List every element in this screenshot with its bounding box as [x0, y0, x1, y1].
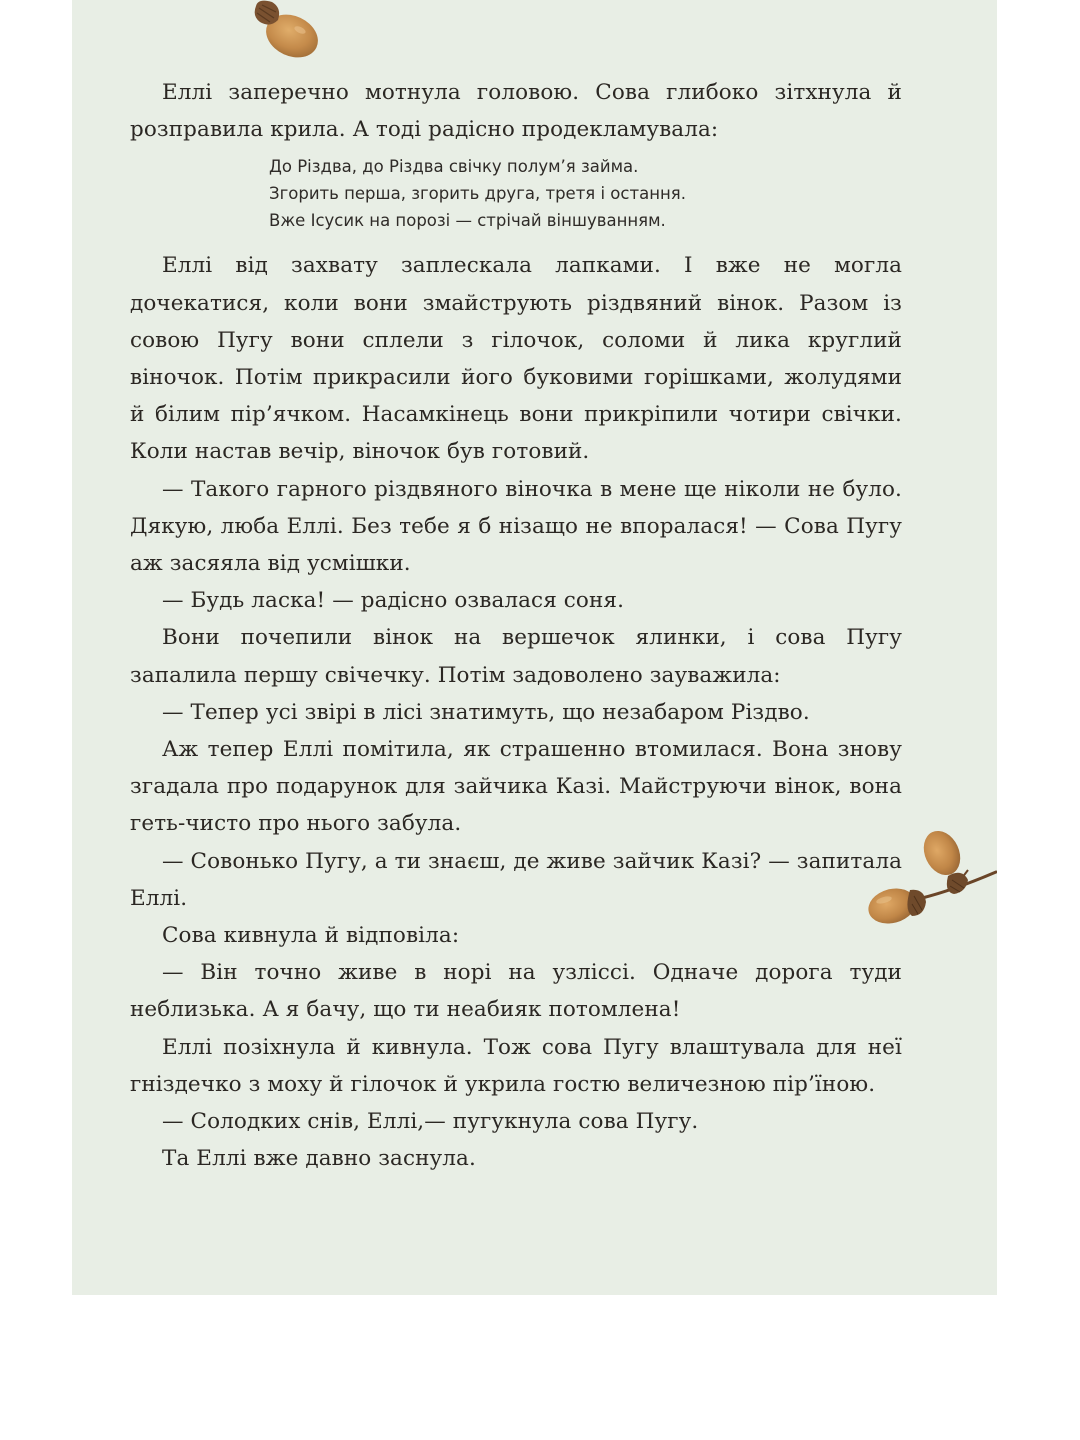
story-text	[130, 74, 902, 1177]
dialog-paragraph: — Такого гарного різдвяного віночка в мене ще ніколи не було. Дякую, люба Еллі. Без тебе я б нізащо не впоралася! — Сова Пугу аж засяяла від усмішки.	[130, 476, 902, 577]
dialog-paragraph: — Тепер усі звірі в лісі знатимуть, що незабаром Різдво.	[162, 699, 810, 725]
paragraph: Вони почепили вінок на вершечок ялинки, і сова Пугу запалила першу свічечку. Потім задоволено зауважила:	[130, 625, 902, 688]
book-page	[72, 0, 997, 1295]
acorn-icon	[248, 0, 328, 60]
poem-line: Вже Ісусик на порозі — стрічай віншуванням.	[269, 211, 666, 231]
poem-line: Згорить перша, згорить друга, третя і остання.	[269, 184, 686, 204]
dialog-paragraph: — Він точно живе в норі на узліссі. Одначе дорога туди неблизька. А я бачу, що ти неабияк потомлена!	[130, 960, 902, 1023]
dialog-paragraph: — Солодких снів, Еллі,— пугукнула сова Пугу.	[162, 1109, 699, 1135]
dialog-paragraph: — Совонько Пугу, а ти знаєш, де живе зайчик Казі? — запитала Еллі.	[130, 848, 902, 911]
paragraph: Та Еллі вже давно заснула.	[162, 1146, 476, 1172]
poem-line: До Різдва, до Різдва свічку полум’я займа.	[269, 157, 639, 177]
paragraph: Еллі від захвату заплескала лапками. І вже не могла дочекатися, коли вони змайструють різдвяний вінок. Разом із совою Пугу вони сплели з гілочок, соломи й лика круглий віночок. Потім прикрасили його буковими горішками, жолудями й білим пір’ячком. Насамкінець вони прикріпили чотири свічки. Коли настав вечір, віночок був готовий.	[130, 253, 902, 465]
poem	[130, 153, 902, 234]
paragraph: Еллі заперечно мотнула головою. Сова глибоко зітхнула й розправила крила. А тоді радісно продекламувала:	[130, 80, 902, 143]
paragraph: Аж тепер Еллі помітила, як страшенно втомилася. Вона знову згадала про подарунок для зайчика Казі. Майструючи вінок, вона геть-чисто про нього забула.	[130, 737, 902, 837]
dialog-paragraph: — Будь ласка! — радісно озвалася соня.	[162, 588, 625, 614]
paragraph: Сова кивнула й відповіла:	[162, 923, 460, 949]
paragraph: Еллі позіхнула й кивнула. Тож сова Пугу влаштувала для неї гніздечко з моху й гілочок й укрила гостю величезною пір’їною.	[130, 1034, 902, 1097]
